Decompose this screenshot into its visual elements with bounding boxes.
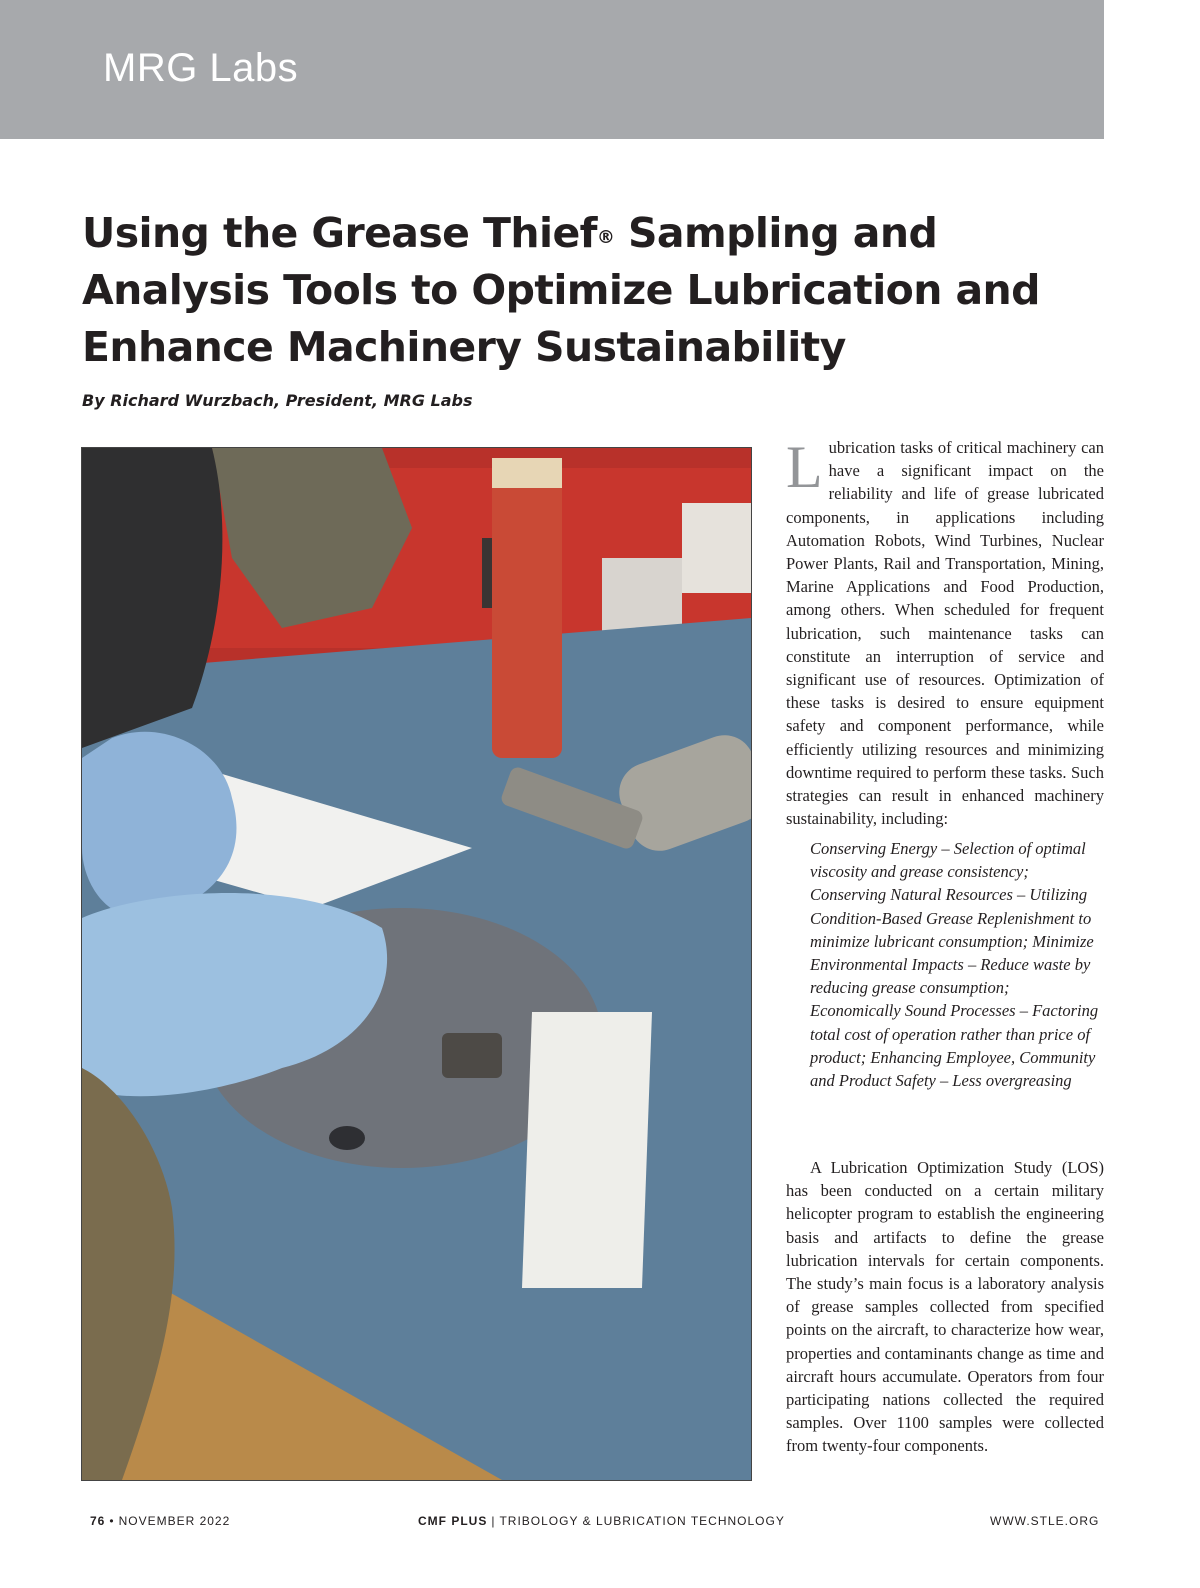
pull-quote: Conserving Energy – Selection of optimal viscosity and grease consistency; Conserving Natural Resources – Utilizing Condition-Based Grease Replenishment to minimize lubricant consumption; Minimize Environmental Impacts – Reduce waste by reducing grease consumption; Economically Sound Processes – Factoring total cost of operation rather than price of product; Enhancing Employee, Community and Product Safety – Less overgreasing <box>810 839 1099 1091</box>
article-paragraph-1 <box>786 436 1104 830</box>
footer-publication <box>418 1514 785 1528</box>
footer-page-info <box>90 1514 230 1528</box>
registered-mark: ® <box>596 227 615 248</box>
footer-bullet: • <box>109 1514 115 1528</box>
footer-divider: | <box>491 1514 496 1528</box>
article-paragraph-2 <box>786 1156 1104 1458</box>
page-number: 76 <box>90 1514 106 1528</box>
issue-date: NOVEMBER 2022 <box>118 1514 231 1528</box>
article-photo <box>81 447 752 1481</box>
article-title <box>82 205 1092 376</box>
section-label: MRG Labs <box>103 46 299 90</box>
paragraph-1-text: ubrication tasks of critical machinery can have a significant impact on the reliability and life of grease lubricated components, in applications including Automation Robots, Wind Turbines, Nuclear Power Plants, Rail and Transportation, Mining, Marine Applications and Food Production, among others. When scheduled for frequent lubrication, such maintenance tasks can constitute an interruption of service and significant use of resources. Optimization of these tasks is desired to ensure equipment safety and component performance, while efficiently utilizing resources and minimizing downtime required to perform these tasks. Such strategies can result in enhanced machinery sustainability, including: <box>786 438 1104 829</box>
section-banner <box>0 0 1104 139</box>
publication-name: CMF PLUS <box>418 1514 488 1528</box>
title-part-1: Using the Grease Thief <box>82 209 597 257</box>
drop-cap: L <box>786 434 823 500</box>
footer-website: WWW.STLE.ORG <box>990 1514 1100 1528</box>
paragraph-2-text: A Lubrication Optimization Study (LOS) has been conducted on a certain military helicopter program to establish the engineering basis and artifacts to define the grease lubrication intervals for certain components. The study’s main focus is a laboratory analysis of grease samples collected from specified points on the aircraft, to characterize how wear, properties and contaminants change as time and aircraft hours accumulate. Operators from four participating nations collected the required samples. Over 1100 samples were collected from twenty-four components. <box>786 1158 1104 1456</box>
title-part-2: Sampling and Analysis Tools to Optimize Lubrication and Enhance Machinery Sustainability <box>82 209 1040 371</box>
byline: By Richard Wurzbach, President, MRG Labs <box>82 391 473 410</box>
magazine-name: TRIBOLOGY & LUBRICATION TECHNOLOGY <box>499 1514 785 1528</box>
